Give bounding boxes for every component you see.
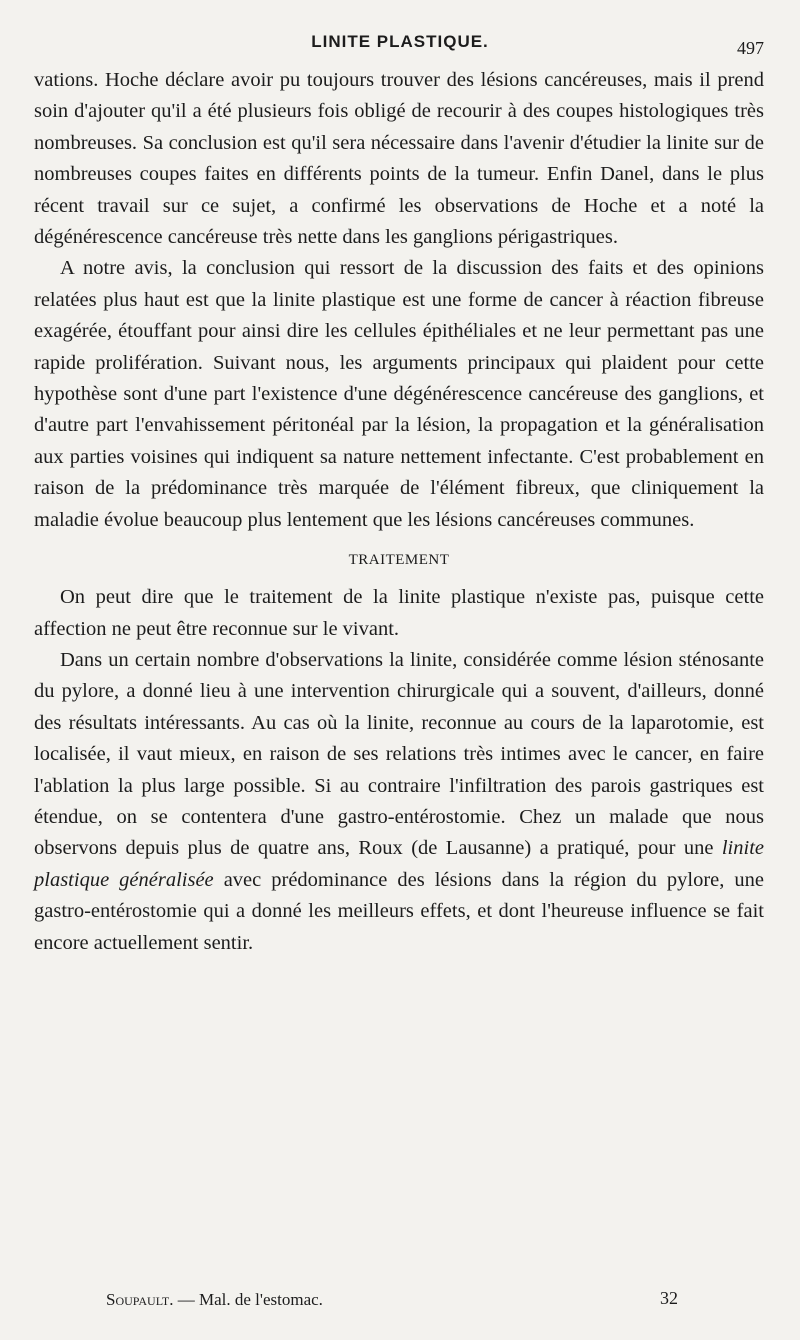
footer-title: — Mal. de l'estomac. bbox=[177, 1290, 323, 1309]
paragraph-continuation: vations. Hoche déclare avoir pu toujours trouver des lésions cancéreuses, mais il prend soin d'ajouter qu'il a été plusieurs fois obligé de recourir à des coupes histologiques très nombreuses. Sa conclusion est qu'il sera nécessaire dans l'avenir d'étudier la linite sur de nombreuses coupes faites en différents points de la tumeur. Enfin Danel, dans le plus récent travail sur ce sujet, a confirmé les observations de Hoche et a noté la dégénérescence cancéreuse très nette dans les ganglions périgastriques. bbox=[34, 69, 764, 249]
italic-term: linite plastique généralisée bbox=[34, 837, 764, 891]
paragraph-conclusion: A notre avis, la conclusion qui ressort de la discussion des faits et des opinions relatées plus haut est que la linite plastique est une forme de cancer à réaction fibreuse exagérée, étouffant pour ainsi dire les cellules épithéliales et ne leur permettant pas une rapide prolifération. Suivant nous, les arguments principaux qui plaident pour cette hypothèse sont d'une part l'existence d'une dégénérescence cancéreuse des ganglions, et d'autre part l'envahissement péritonéal par la lésion, la propagation et la généralisation aux parties voisines qui indiquent sa nature nettement infectante. C'est probablement en raison de la prédominance très marquée de l'élément fibreux, que cliniquement la maladie évolue beaucoup plus lentement que les lésions cancéreuses communes. bbox=[34, 257, 764, 531]
section-heading: TRAITEMENT bbox=[348, 552, 450, 569]
paragraph-text: Dans un certain nombre d'observations la linite, considérée comme lésion sténosante du pylore, a donné lieu à une intervention chirurgicale qui a souvent, d'ailleurs, donné des résultats intéressants. Au cas où la linite, reconnue au cours de la laparotomie, est localisée, il vaut mieux, en raison de ses relations très intimes avec le cancer, en faire l'ablation la plus large possible. Si au contraire l'infiltration des parois gastriques est étendue, on se contentera d'une gastro-entérostomie. Chez un malade que nous observons depuis plus de quatre ans, Roux (de Lausanne) a pratiqué, pour une bbox=[34, 648, 764, 860]
page-footer bbox=[0, 1290, 800, 1320]
paragraph-treatment-details bbox=[34, 645, 764, 959]
footer-author: Soupault. bbox=[106, 1290, 174, 1309]
running-title: LINITE PLASTIQUE. bbox=[311, 32, 489, 51]
footer-citation bbox=[106, 1290, 323, 1310]
paragraph-treatment-intro: On peut dire que le traitement de la linite plastique n'existe pas, puisque cette affection ne peut être reconnue sur le vivant. bbox=[34, 586, 764, 640]
signature-mark: 32 bbox=[660, 1288, 678, 1308]
body-text bbox=[34, 65, 764, 959]
paragraph-text-end: avec prédominance des lésions dans la région du pylore, une gastro-entérostomie qui a donné les meilleurs effets, et dont l'heureuse influence se fait encore actuellement sentir. bbox=[34, 868, 765, 954]
page-number: 497 bbox=[737, 38, 764, 58]
running-head bbox=[0, 30, 800, 60]
